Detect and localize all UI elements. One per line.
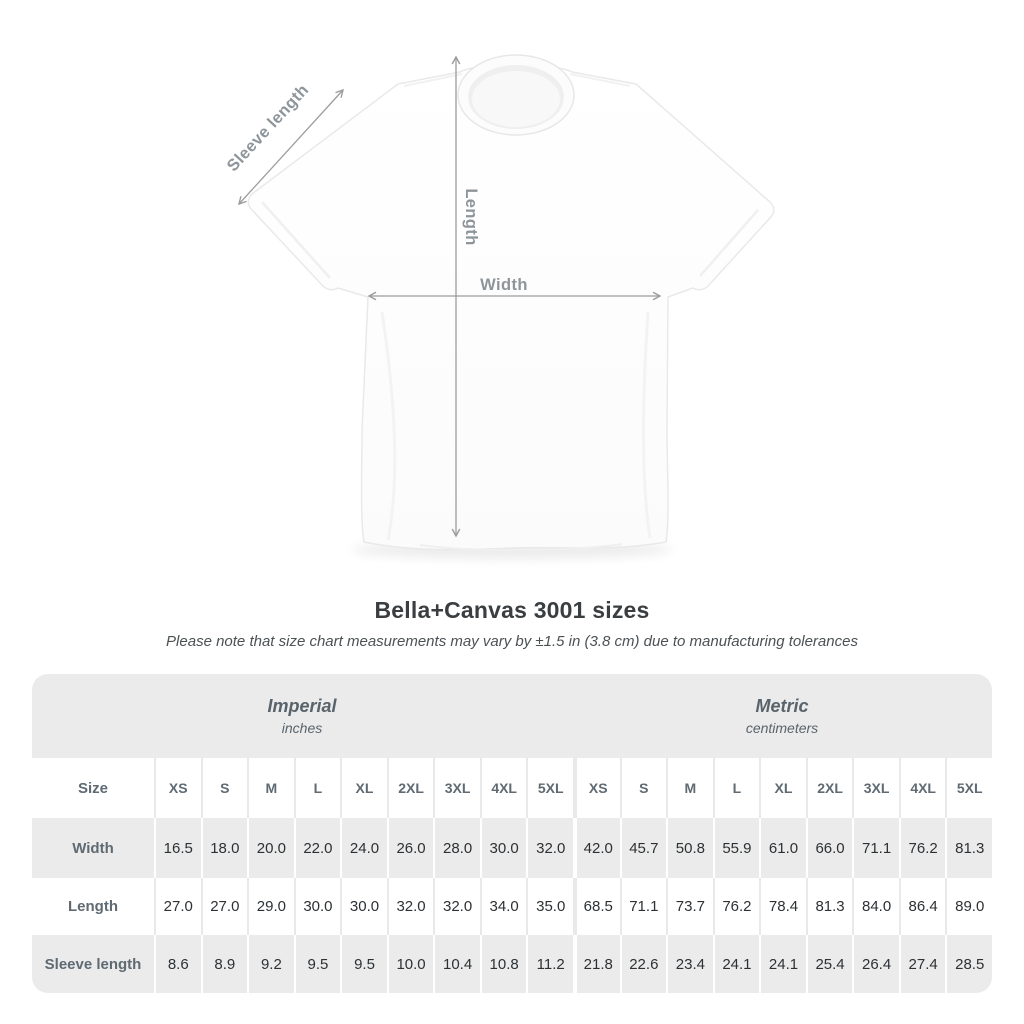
value-cell: 30.0	[340, 878, 387, 935]
value-cell: 45.7	[620, 818, 667, 878]
size-table	[32, 674, 992, 993]
value-cell: 84.0	[852, 878, 899, 935]
value-cell: 26.4	[852, 935, 899, 993]
value-cell: 24.0	[340, 818, 387, 878]
value-cell: 9.5	[294, 935, 341, 993]
value-cell: 16.5	[154, 818, 201, 878]
value-cell: 11.2	[526, 935, 573, 993]
size-header-cell: S	[620, 758, 667, 818]
shirt-collar	[458, 55, 574, 135]
value-cell: 61.0	[759, 818, 806, 878]
value-cell: 55.9	[713, 818, 760, 878]
page-title: Bella+Canvas 3001 sizes	[374, 597, 650, 623]
value-cell: 9.5	[340, 935, 387, 993]
size-header-row-label: Size	[77, 779, 108, 797]
measurement-row-length-label: Length	[68, 898, 118, 915]
value-cell: 32.0	[433, 878, 480, 935]
value-cell: 66.0	[806, 818, 853, 878]
tshirt-body	[248, 65, 774, 550]
value-cell: 76.2	[899, 818, 946, 878]
measurement-row-width	[32, 818, 992, 878]
metric-group-header	[572, 674, 992, 758]
value-cell: 78.4	[759, 878, 806, 935]
size-header-cell: 2XL	[387, 758, 434, 818]
size-header-cell: XL	[759, 758, 806, 818]
value-cell: 32.0	[387, 878, 434, 935]
value-cell: 23.4	[666, 935, 713, 993]
size-header-cell: XS	[573, 758, 620, 818]
value-cell: 35.0	[526, 878, 573, 935]
value-cell: 27.0	[154, 878, 201, 935]
measurement-row-sleeve-length	[32, 935, 992, 993]
size-header-cell: 5XL	[526, 758, 573, 818]
value-cell: 30.0	[480, 818, 527, 878]
value-cell: 10.8	[480, 935, 527, 993]
value-cell: 20.0	[247, 818, 294, 878]
value-cell: 81.3	[806, 878, 853, 935]
value-cell: 81.3	[945, 818, 992, 878]
value-cell: 8.9	[201, 935, 248, 993]
value-cell: 21.8	[573, 935, 620, 993]
value-cell: 27.0	[201, 878, 248, 935]
value-cell: 89.0	[945, 878, 992, 935]
value-cell: 28.5	[945, 935, 992, 993]
value-cell: 22.0	[294, 818, 341, 878]
size-header-cell: M	[666, 758, 713, 818]
size-header-row	[32, 758, 992, 818]
imperial-group-header	[32, 674, 572, 758]
value-cell: 29.0	[247, 878, 294, 935]
size-header-cell: 5XL	[945, 758, 992, 818]
value-cell: 28.0	[433, 818, 480, 878]
size-header-cell: XL	[340, 758, 387, 818]
value-cell: 30.0	[294, 878, 341, 935]
value-cell: 18.0	[201, 818, 248, 878]
size-grid	[32, 758, 992, 993]
value-cell: 32.0	[526, 818, 573, 878]
value-cell: 86.4	[899, 878, 946, 935]
size-header-cell: S	[201, 758, 248, 818]
value-cell: 42.0	[573, 818, 620, 878]
value-cell: 8.6	[154, 935, 201, 993]
sleeve-length-label: Sleeve length	[223, 80, 313, 176]
metric-label: Metric	[755, 696, 809, 716]
measurement-row-width-label: Width	[72, 839, 114, 857]
value-cell: 50.8	[666, 818, 713, 878]
imperial-label: Imperial	[267, 696, 337, 716]
value-cell: 71.1	[852, 818, 899, 878]
imperial-unit: inches	[281, 720, 323, 736]
width-label: Width	[480, 276, 528, 294]
size-header-cell: XS	[154, 758, 201, 818]
size-header-cell: 2XL	[806, 758, 853, 818]
value-cell: 68.5	[573, 878, 620, 935]
size-header-cell: 3XL	[852, 758, 899, 818]
value-cell: 24.1	[713, 935, 760, 993]
metric-unit: centimeters	[745, 720, 819, 736]
value-cell: 10.0	[387, 935, 434, 993]
value-cell: 22.6	[620, 935, 667, 993]
value-cell: 26.0	[387, 818, 434, 878]
value-cell: 73.7	[666, 878, 713, 935]
size-header-cell: 4XL	[480, 758, 527, 818]
value-cell: 24.1	[759, 935, 806, 993]
value-cell: 10.4	[433, 935, 480, 993]
size-header-cell: 3XL	[433, 758, 480, 818]
size-header-cell: L	[294, 758, 341, 818]
value-cell: 27.4	[899, 935, 946, 993]
length-label: Length	[462, 188, 480, 246]
size-header-cell: 4XL	[899, 758, 946, 818]
unit-group-header-row	[32, 674, 992, 758]
measurement-row-length	[32, 878, 992, 935]
value-cell: 34.0	[480, 878, 527, 935]
size-header-cell: L	[713, 758, 760, 818]
size-header-cell: M	[247, 758, 294, 818]
tolerance-note: Please note that size chart measurements may vary by ±1.5 in (3.8 cm) due to manufacturing tolerances	[166, 633, 858, 650]
value-cell: 71.1	[620, 878, 667, 935]
value-cell: 25.4	[806, 935, 853, 993]
value-cell: 9.2	[247, 935, 294, 993]
measurement-row-sleeve-length-label: Sleeve length	[44, 955, 142, 973]
value-cell: 76.2	[713, 878, 760, 935]
